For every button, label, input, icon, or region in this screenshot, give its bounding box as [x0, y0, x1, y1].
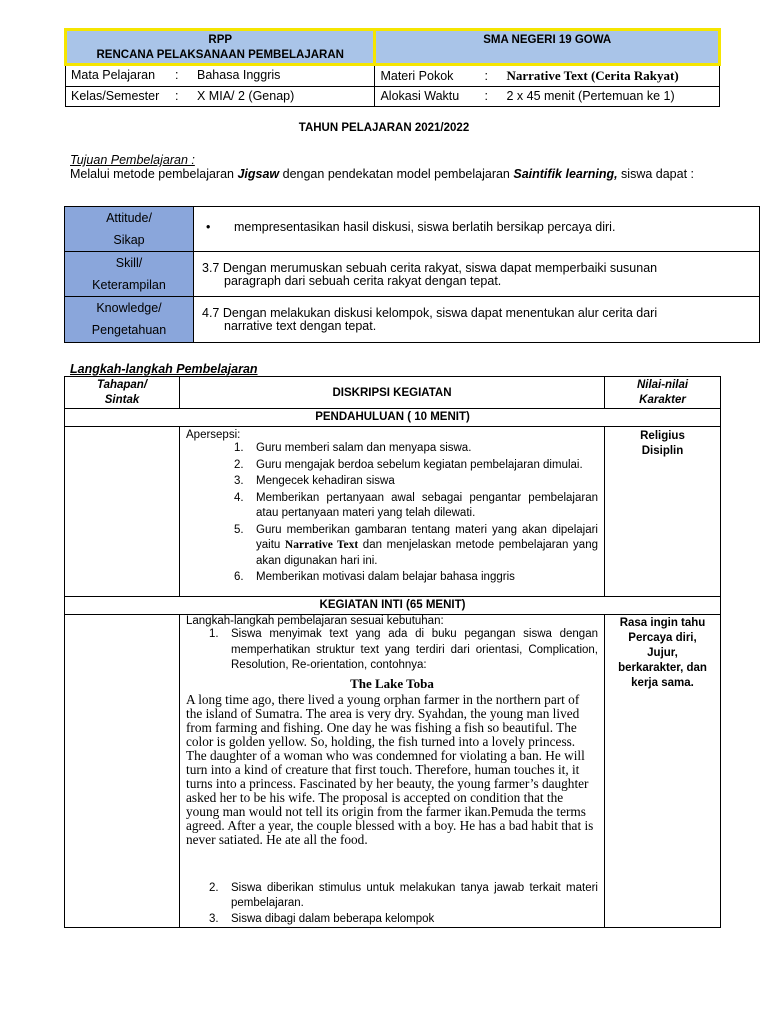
steps-header-row — [65, 377, 721, 409]
objective-text-cell — [194, 297, 760, 343]
inti-intro: Langkah-langkah pembelajaran sesuai kebutuhan: — [186, 615, 444, 627]
objective-label: Keterampilan — [92, 278, 166, 292]
bullet: • — [206, 220, 211, 234]
materi-pokok-cell — [375, 65, 720, 87]
mata-pelajaran-label: Mata Pelajaran — [71, 68, 156, 82]
intro-text: siswa dapat : — [617, 167, 694, 181]
kelas-semester-value: X MIA/ 2 (Genap) — [197, 89, 295, 103]
kelas-semester-label: Kelas/Semester — [71, 89, 160, 103]
list-item: 3. Mengecek kehadiran siswa — [234, 475, 395, 487]
inti-list-cont — [186, 881, 598, 928]
objective-label: Attitude/ — [106, 211, 152, 225]
col-tahapan-header — [65, 377, 180, 409]
colon: : — [484, 69, 488, 83]
list-item: 4. Memberikan pertanyaan awal sebagai pengantar pembelajaran atau pertanyaan materi yang telah dilewati. — [234, 491, 598, 519]
mata-pelajaran-value: Bahasa Inggris — [197, 68, 281, 82]
list-item: 1. Guru memberi salam dan menyapa siswa. — [234, 442, 472, 454]
inti-title: KEGIATAN INTI (65 MENIT) — [65, 597, 721, 615]
pendahuluan-list — [186, 441, 598, 586]
objective-label: Skill/ — [115, 256, 143, 270]
colon: : — [175, 68, 179, 82]
school-name: SMA NEGERI 19 GOWA — [483, 34, 612, 46]
objective-text-cell — [194, 207, 760, 252]
story-title: The Lake Toba — [350, 675, 434, 691]
rpp-title-cell — [66, 30, 375, 65]
karakter-value: Jujur, — [647, 647, 678, 659]
col-karakter-header — [605, 377, 721, 409]
karakter-value: kerja sama. — [631, 677, 694, 689]
list-item: 2. Guru mengajak berdoa sebelum kegiatan pembelajaran dimulai. — [234, 458, 583, 471]
jigsaw-term: Jigsaw — [237, 167, 280, 181]
objectives-table — [64, 206, 760, 343]
objective-text-cont: narrative text dengan tepat. — [224, 319, 377, 333]
story-text: A long time ago, there lived a young orphan farmer in the northern part of the island of Sumatra. The area is very dry. Syahdan, the young man lived from farming and fishing. One day he was fishing a fish so beautiful. The color is golden yellow. So, holding, the fish turned into a lovely princess. The daughter of a woman who was condemned for violating a ban. He will turn into a kind of creature that first touch. Therefore, human touches it, it turns into a princess. Fascinated by her beauty, the young farmer’s daughter asked her to be his wife. The proposal is accepted on condition that the young man would not tell its origin from the farmer ikan.Pemuda the terms agreed. After a year, the couple blessed with a boy. He has a bad habit that is never satiated. He ate all the food. — [186, 691, 594, 847]
intro-text: Melalui metode pembelajaran — [70, 167, 238, 181]
pendahuluan-karakter — [605, 427, 721, 597]
pendahuluan-desc — [180, 427, 605, 597]
intro-text: dengan pendekatan model pembelajaran — [279, 167, 514, 181]
tahapan-cell — [65, 615, 180, 928]
saintifik-term: Saintifik learning, — [513, 167, 618, 181]
karakter-value: Rasa ingin tahu — [619, 617, 706, 629]
colon: : — [484, 89, 488, 103]
rpp-full-title: RENCANA PELAKSANAAN PEMBELAJARAN — [96, 49, 344, 61]
objective-text: 4.7 Dengan melakukan diskusi kelompok, siswa dapat menentukan alur cerita dari — [202, 306, 658, 320]
col-karakter-line: Nilai-nilai — [636, 379, 689, 391]
karakter-value: Percaya diri, — [628, 632, 697, 644]
rpp-abbrev: RPP — [208, 34, 233, 46]
objective-text: 3.7 Dengan merumuskan sebuah cerita rakyat, siswa dapat memperbaiki susunan — [202, 261, 658, 275]
narrative-text-term: Narrative Text — [284, 539, 359, 551]
inti-list — [186, 627, 598, 674]
mata-pelajaran-cell — [66, 65, 375, 87]
objective-label: Knowledge/ — [96, 301, 162, 315]
apersepsi-label: Apersepsi: — [186, 429, 241, 441]
inti-title-row — [65, 597, 721, 615]
kelas-semester-cell — [66, 87, 375, 107]
inti-desc — [180, 615, 605, 928]
pendahuluan-title: PENDAHULUAN ( 10 MENIT) — [65, 409, 721, 427]
list-item: 5. Guru memberikan gambaran tentang materi yang akan dipelajari yaitu Narrative Text dan menjelaskan metode pembelajaran yang akan digunakan hari ini. — [234, 523, 598, 567]
materi-pokok-label: Materi Pokok — [380, 69, 454, 83]
list-item: 6. Memberikan motivasi dalam belajar bahasa inggris — [234, 571, 515, 583]
objective-row-attitude — [65, 207, 760, 252]
alokasi-waktu-cell — [375, 87, 720, 107]
pendahuluan-row — [65, 427, 721, 597]
karakter-value: Disiplin — [641, 445, 684, 457]
list-item: 3. Siswa dibagi dalam beberapa kelompok — [209, 912, 435, 925]
objective-text: mempresentasikan hasil diskusi, siswa berlatih bersikap percaya diri. — [234, 220, 616, 234]
objective-label: Sikap — [113, 233, 145, 247]
objective-label-cell — [65, 207, 194, 252]
tahapan-cell — [65, 427, 180, 597]
tujuan-title: Tujuan Pembelajaran : — [70, 153, 195, 167]
objective-label: Pengetahuan — [91, 323, 167, 337]
header-table — [64, 28, 721, 107]
col-tahapan-line: Sintak — [104, 394, 140, 406]
tujuan-intro — [70, 166, 710, 182]
karakter-value: berkarakter, dan — [618, 662, 707, 674]
objective-label-cell — [65, 297, 194, 343]
langkah-title: Langkah-langkah Pembelajaran — [70, 362, 258, 376]
list-item: 1. Siswa menyimak text yang ada di buku pegangan siswa dengan memperhatikan struktur text yang terdiri dari orientasi, Complication, Resolution, Re-orientation, contohnya: — [209, 628, 598, 671]
steps-table — [64, 376, 721, 928]
objective-row-skill — [65, 252, 760, 297]
inti-row — [65, 615, 721, 928]
objective-label-cell — [65, 252, 194, 297]
alokasi-waktu-label: Alokasi Waktu — [380, 89, 460, 103]
col-deskripsi-header: DISKRIPSI KEGIATAN — [180, 377, 605, 409]
list-item: 2. Siswa diberikan stimulus untuk melakukan tanya jawab terkait materi pembelajaran. — [209, 881, 598, 909]
objective-row-knowledge — [65, 297, 760, 343]
colon: : — [175, 89, 179, 103]
school-name-cell — [375, 30, 720, 65]
karakter-value: Religius — [640, 430, 685, 442]
col-tahapan-line: Tahapan/ — [96, 379, 148, 391]
inti-karakter — [605, 615, 721, 928]
materi-pokok-value: Narrative Text (Cerita Rakyat) — [506, 68, 679, 83]
pendahuluan-title-row — [65, 409, 721, 427]
objective-text-cont: paragraph dari sebuah cerita rakyat dengan tepat. — [224, 274, 502, 288]
academic-year: TAHUN PELAJARAN 2021/2022 — [298, 122, 470, 134]
alokasi-waktu-value: 2 x 45 menit (Pertemuan ke 1) — [506, 89, 675, 103]
objective-text-cell — [194, 252, 760, 297]
col-karakter-line: Karakter — [639, 394, 686, 406]
